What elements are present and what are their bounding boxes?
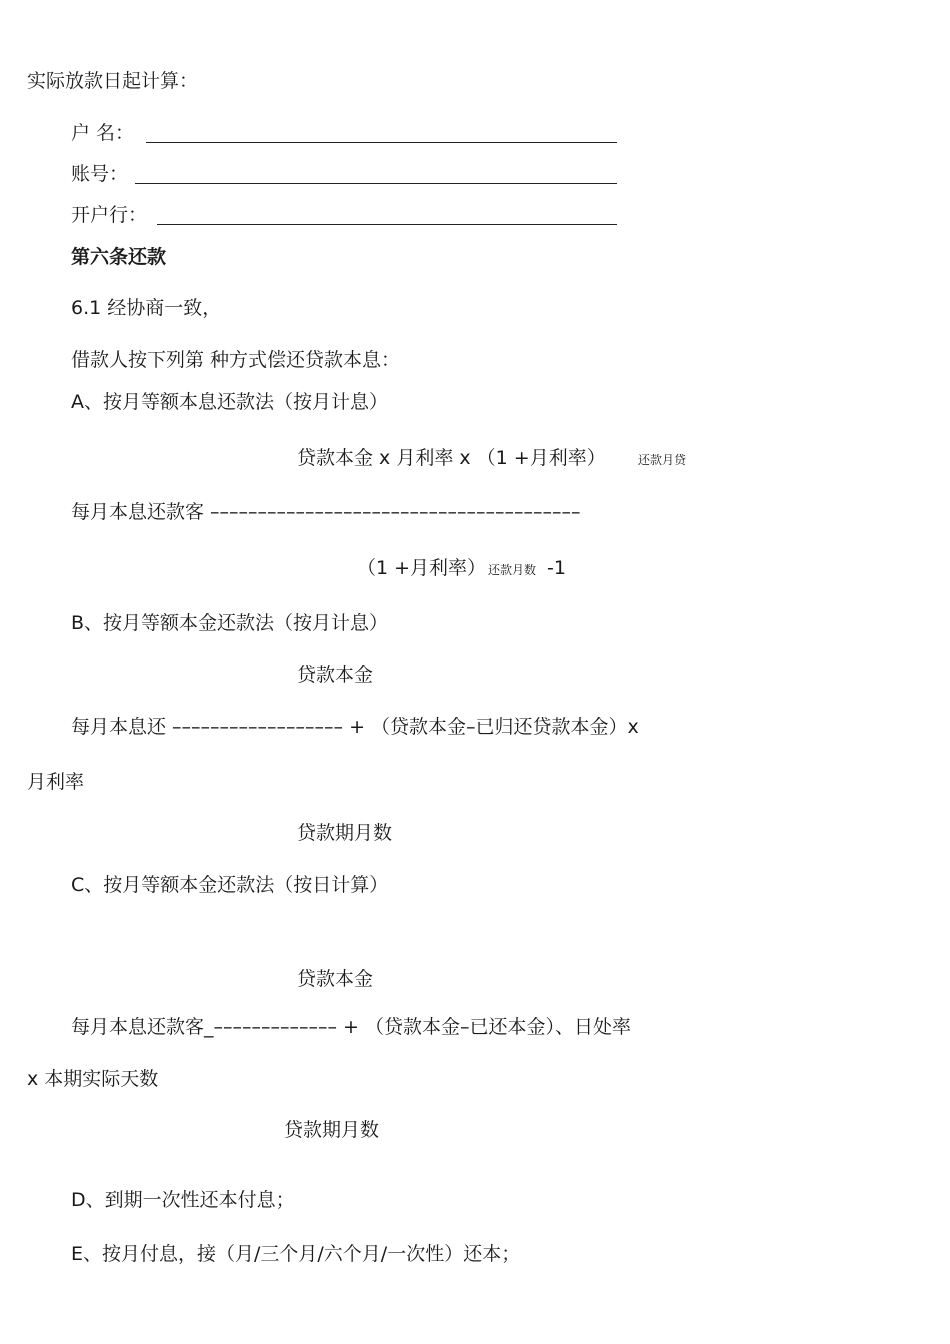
method-b-denominator: 贷款期月数 — [297, 822, 393, 844]
method-c-title: C、按月等额本金还款法（按日计算） — [71, 874, 389, 896]
method-e: E、按月付息，接（月/三个月/六个月/一次性）还本； — [71, 1243, 521, 1265]
account-number-blank — [135, 183, 617, 184]
method-c-denominator: 贷款期月数 — [284, 1119, 380, 1141]
account-number-label: 账号： — [71, 163, 129, 185]
method-a-numerator: 贷款本金 x 月利率 x （1 +月利率） — [297, 447, 606, 469]
method-d: D、到期一次性还本付息； — [71, 1189, 295, 1211]
method-a-title: A、按月等额本息还款法（按月计息） — [71, 391, 388, 413]
account-name-label: 户 名： — [71, 122, 135, 144]
intro-text: 实际放款日起计算： — [27, 70, 199, 92]
method-b-title: B、按月等额本金还款法（按月计息） — [71, 612, 389, 634]
method-c-lhs: 每月本息还款客_––––––––––––– + （贷款本金–已还本金）、日处率 — [71, 1016, 632, 1038]
method-a-denominator-tail: -1 — [547, 557, 566, 579]
method-a-denominator: （1 +月利率） — [357, 557, 487, 579]
method-c-continuation: x 本期实际天数 — [27, 1068, 159, 1090]
method-intro: 借款人按下列第 种方式偿还贷款本息： — [71, 349, 401, 371]
method-b-numerator: 贷款本金 — [297, 664, 374, 686]
clause-6-1: 6.1 经协商一致， — [71, 297, 222, 319]
bank-blank — [157, 224, 617, 225]
account-name-blank — [146, 142, 617, 143]
article-title: 第六条还款 — [71, 246, 167, 268]
method-a-lhs: 每月本息还款客 ––––––––––––––––––––––––––––––––––––––– — [71, 501, 581, 523]
bank-label: 开户行： — [71, 204, 148, 226]
method-b-continuation: 月利率 — [27, 771, 85, 793]
method-b-lhs: 每月本息还 –––––––––––––––––– + （贷款本金–已归还贷款本金）x — [71, 716, 639, 738]
method-a-denominator-sup: 还款月数 — [488, 563, 537, 577]
method-c-numerator: 贷款本金 — [297, 968, 374, 990]
method-a-numerator-sup: 还款月贷 — [638, 453, 687, 467]
